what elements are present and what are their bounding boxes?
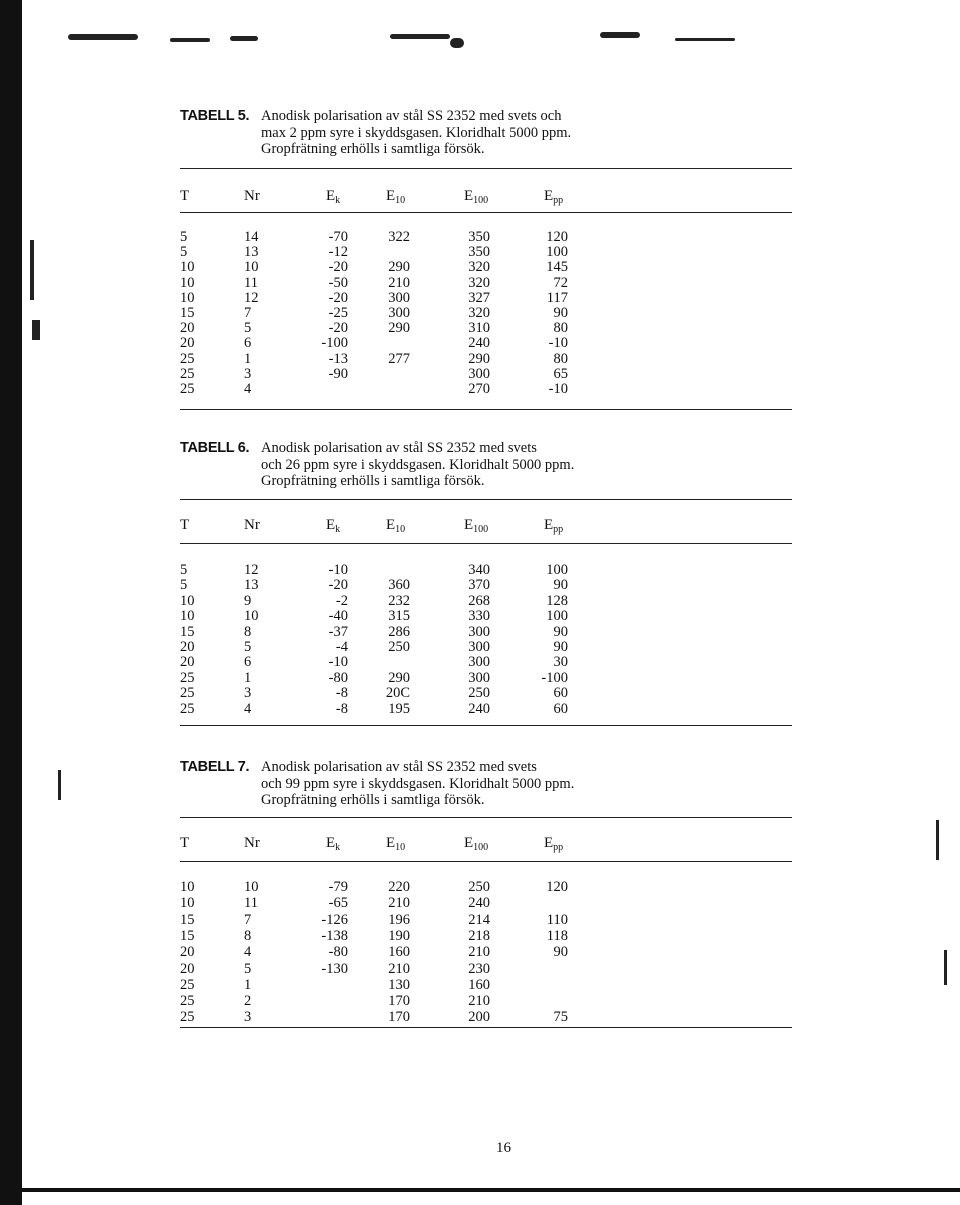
cell-e10: 170 (388, 1009, 410, 1026)
cell-t: 5 (180, 562, 188, 578)
cell-nr: 5 (244, 639, 252, 655)
cell-nr: 14 (244, 229, 259, 245)
cell-t: 25 (180, 993, 195, 1010)
cell-epp: -10 (548, 335, 568, 352)
cell-e100: 300 (468, 639, 490, 655)
cell-e100: 300 (468, 654, 490, 671)
cell-t: 25 (180, 350, 195, 367)
scan-margin-mark (32, 320, 40, 340)
cell-e100: 200 (468, 1009, 490, 1026)
cell-e10: 300 (388, 289, 410, 306)
cell-e100: 270 (468, 381, 490, 397)
cell-e10: 250 (388, 639, 410, 655)
col-header-e10: $E_{10}$ (386, 517, 406, 535)
cell-t: 20 (180, 335, 195, 352)
cell-ek: -10 (328, 562, 348, 578)
cell-e100: 250 (468, 879, 490, 895)
cell-t: 25 (180, 700, 195, 717)
cell-ek: -50 (328, 274, 348, 291)
cell-e100: 300 (468, 365, 490, 382)
cell-e100: 290 (468, 350, 490, 367)
cell-e100: 214 (468, 911, 490, 928)
cell-e100: 240 (468, 335, 490, 352)
table-5-header-rule (180, 212, 792, 213)
cell-e10: 210 (388, 274, 410, 291)
cell-nr: 5 (244, 960, 252, 977)
table-5-bottom-rule (180, 409, 792, 410)
scan-margin-mark (30, 240, 34, 300)
scan-margin-mark (944, 950, 947, 985)
cell-ek: -90 (328, 365, 348, 382)
cell-e10: 290 (388, 669, 410, 686)
cell-e100: 320 (468, 274, 490, 291)
cell-e100: 350 (468, 229, 490, 245)
cell-e100: 320 (468, 259, 490, 276)
table-7-header-rule (180, 861, 792, 862)
col-header-epp: $E_{pp}$ (544, 835, 564, 853)
cell-e100: 268 (468, 592, 490, 609)
cell-epp: -100 (541, 669, 568, 686)
table-5-top-rule (180, 168, 792, 169)
cell-e100: 240 (468, 895, 490, 912)
cell-nr: 4 (244, 381, 252, 397)
cell-nr: 11 (244, 274, 258, 291)
cell-nr: 13 (244, 244, 259, 261)
col-header-e100: $E_{100}$ (464, 835, 489, 853)
cell-e10: 190 (388, 927, 410, 944)
col-header-ek: $E_k$ (326, 188, 341, 206)
table-6-caption-line: Anodisk polarisation av stål SS 2352 med svets (261, 440, 537, 456)
col-header-t: T (180, 835, 190, 851)
cell-e10: 130 (388, 976, 410, 993)
cell-nr: 10 (244, 259, 259, 276)
cell-e10: 286 (388, 623, 410, 640)
cell-ek: -80 (328, 944, 348, 961)
col-header-e10: $E_{10}$ (386, 835, 406, 853)
cell-t: 25 (180, 365, 195, 382)
cell-ek: -20 (328, 577, 348, 594)
cell-nr: 1 (244, 350, 252, 367)
cell-e10: 300 (388, 305, 410, 321)
cell-t: 25 (180, 685, 195, 702)
cell-e10: 170 (388, 993, 410, 1010)
table-7-bottom-rule (180, 1027, 792, 1028)
cell-epp: 80 (553, 320, 568, 337)
cell-t: 10 (180, 274, 195, 291)
cell-e10: 232 (388, 592, 410, 609)
cell-e100: 330 (468, 608, 490, 625)
table-6-caption (180, 440, 575, 489)
cell-epp: 145 (546, 259, 568, 276)
cell-e10: 290 (388, 259, 410, 276)
cell-ek: -65 (328, 895, 348, 912)
scan-top-noise (60, 28, 940, 52)
cell-epp: 80 (553, 350, 568, 367)
cell-epp: 65 (553, 365, 568, 382)
col-header-e100: $E_{100}$ (464, 517, 489, 535)
cell-t: 15 (180, 911, 195, 928)
cell-t: 15 (180, 305, 195, 321)
cell-nr: 12 (244, 562, 259, 578)
col-header-ek: $E_k$ (326, 835, 341, 853)
cell-epp: 72 (553, 274, 568, 291)
table-5-caption-line: max 2 ppm syre i skyddsgasen. Kloridhalt 5000 ppm. (261, 124, 572, 141)
col-header-nr: Nr (244, 517, 260, 533)
table-7-label: TABELL 7. (180, 759, 250, 775)
cell-epp: 100 (546, 562, 568, 578)
cell-nr: 9 (244, 592, 252, 609)
table-7-top-rule (180, 817, 792, 818)
table-7-caption-line: och 99 ppm syre i skyddsgasen. Kloridhalt 5000 ppm. (261, 775, 575, 792)
cell-t: 25 (180, 1009, 195, 1026)
table-5-caption-line: Gropfrätning erhölls i samtliga försök. (261, 141, 485, 157)
cell-t: 10 (180, 879, 195, 895)
cell-epp: 75 (553, 1009, 568, 1026)
cell-nr: 1 (244, 976, 252, 993)
cell-ek: -130 (321, 960, 348, 977)
col-header-nr: Nr (244, 835, 260, 851)
cell-nr: 3 (244, 685, 252, 702)
table-6-top-rule (180, 499, 792, 500)
cell-e10: 360 (388, 577, 410, 594)
col-header-ek: $E_k$ (326, 517, 341, 535)
cell-ek: -100 (321, 335, 348, 352)
cell-epp: 60 (553, 700, 568, 717)
cell-e100: 350 (468, 244, 490, 261)
col-header-t: T (180, 188, 190, 204)
cell-e100: 370 (468, 577, 490, 594)
cell-nr: 10 (244, 608, 259, 625)
cell-ek: -37 (328, 623, 348, 640)
cell-t: 5 (180, 229, 188, 245)
table-6-header-rule (180, 543, 792, 544)
cell-ek: -20 (328, 289, 348, 306)
cell-epp: 118 (546, 927, 568, 944)
cell-nr: 10 (244, 879, 259, 895)
cell-nr: 5 (244, 320, 252, 337)
cell-e10: 20C (385, 685, 410, 702)
cell-epp: 100 (546, 244, 568, 261)
cell-ek: -20 (328, 320, 348, 337)
cell-nr: 8 (244, 623, 252, 640)
cell-nr: 6 (244, 654, 252, 671)
cell-epp: 90 (553, 944, 568, 961)
table-7-caption-line: Anodisk polarisation av stål SS 2352 med svets (261, 759, 537, 775)
cell-nr: 4 (244, 944, 252, 961)
cell-t: 25 (180, 669, 195, 686)
cell-ek: -70 (328, 229, 348, 245)
cell-e100: 300 (468, 623, 490, 640)
cell-t: 10 (180, 592, 195, 609)
cell-ek: -13 (328, 350, 348, 367)
cell-nr: 8 (244, 927, 252, 944)
col-header-t: T (180, 517, 190, 533)
cell-e10: 315 (388, 608, 410, 625)
cell-ek: -25 (328, 305, 348, 321)
cell-ek: -80 (328, 669, 348, 686)
page-number: 16 (496, 1140, 511, 1156)
table-6-label: TABELL 6. (180, 440, 250, 456)
cell-ek: -40 (328, 608, 348, 625)
cell-epp: 90 (553, 623, 568, 640)
cell-epp: 117 (546, 289, 568, 306)
cell-ek: -126 (321, 911, 348, 928)
cell-e10: 220 (388, 879, 410, 895)
cell-e100: 300 (468, 669, 490, 686)
table-6-caption-line: Gropfrätning erhölls i samtliga försök. (261, 473, 485, 489)
cell-ek: -4 (335, 639, 348, 655)
col-header-epp: $E_{pp}$ (544, 188, 564, 206)
cell-epp: 120 (546, 879, 568, 895)
cell-nr: 7 (244, 911, 252, 928)
col-header-e10: $E_{10}$ (386, 188, 406, 206)
cell-e10: 322 (388, 229, 410, 245)
cell-ek: -20 (328, 259, 348, 276)
cell-t: 25 (180, 381, 195, 397)
cell-ek: -138 (321, 927, 348, 944)
cell-ek: -8 (335, 685, 348, 702)
cell-e100: 240 (468, 700, 490, 717)
cell-nr: 4 (244, 700, 252, 717)
cell-t: 10 (180, 289, 195, 306)
scan-margin-mark (936, 820, 939, 860)
cell-t: 15 (180, 623, 195, 640)
cell-ek: -12 (328, 244, 348, 261)
table-6-caption-line: och 26 ppm syre i skyddsgasen. Kloridhalt 5000 ppm. (261, 456, 575, 473)
cell-t: 20 (180, 320, 195, 337)
table-7-caption (180, 759, 575, 808)
cell-e100: 218 (468, 927, 490, 944)
table-7-caption-line: Gropfrätning erhölls i samtliga försök. (261, 792, 485, 808)
cell-t: 20 (180, 944, 195, 961)
cell-ek: -79 (328, 879, 348, 895)
scan-left-border (0, 0, 22, 1205)
table-6-bottom-rule (180, 725, 792, 726)
cell-e10: 290 (388, 320, 410, 337)
cell-nr: 3 (244, 1009, 252, 1026)
cell-e10: 195 (388, 700, 410, 717)
cell-ek: -8 (335, 700, 348, 717)
cell-t: 25 (180, 976, 195, 993)
table-5-label: TABELL 5. (180, 108, 250, 124)
cell-epp: 90 (553, 305, 568, 321)
cell-epp: 60 (553, 685, 568, 702)
cell-epp: 128 (546, 592, 568, 609)
cell-epp: 30 (553, 654, 568, 671)
col-header-nr: Nr (244, 188, 260, 204)
cell-ek: -2 (335, 592, 348, 609)
cell-e10: 210 (388, 895, 410, 912)
cell-t: 10 (180, 608, 195, 625)
cell-t: 10 (180, 259, 195, 276)
cell-e100: 210 (468, 944, 490, 961)
cell-e10: 160 (388, 944, 410, 961)
cell-t: 20 (180, 654, 195, 671)
cell-epp: -10 (548, 381, 568, 397)
cell-epp: 100 (546, 608, 568, 625)
cell-t: 5 (180, 577, 188, 594)
cell-t: 10 (180, 895, 195, 912)
cell-e100: 230 (468, 960, 490, 977)
cell-epp: 120 (546, 229, 568, 245)
cell-nr: 6 (244, 335, 252, 352)
cell-nr: 2 (244, 993, 252, 1010)
cell-e100: 250 (468, 685, 490, 702)
cell-e100: 160 (468, 976, 490, 993)
cell-t: 15 (180, 927, 195, 944)
cell-epp: 90 (553, 577, 568, 594)
cell-t: 20 (180, 639, 195, 655)
cell-e100: 340 (468, 562, 490, 578)
col-header-epp: $E_{pp}$ (544, 517, 564, 535)
cell-e100: 320 (468, 305, 490, 321)
cell-e100: 327 (468, 289, 490, 306)
cell-nr: 11 (244, 895, 258, 912)
col-header-e100: $E_{100}$ (464, 188, 489, 206)
cell-ek: -10 (328, 654, 348, 671)
cell-e100: 210 (468, 993, 490, 1010)
cell-t: 5 (180, 244, 188, 261)
cell-t: 20 (180, 960, 195, 977)
cell-e10: 277 (388, 350, 410, 367)
cell-e10: 210 (388, 960, 410, 977)
cell-nr: 3 (244, 365, 252, 382)
cell-nr: 7 (244, 305, 252, 321)
cell-nr: 12 (244, 289, 259, 306)
cell-nr: 1 (244, 669, 252, 686)
scan-bottom-border (22, 1188, 960, 1192)
cell-e100: 310 (468, 320, 490, 337)
cell-nr: 13 (244, 577, 259, 594)
scan-margin-mark (58, 770, 61, 800)
cell-epp: 110 (546, 911, 568, 928)
table-5-caption-line: Anodisk polarisation av stål SS 2352 med svets och (261, 108, 562, 124)
table-5-caption (180, 108, 572, 157)
cell-epp: 90 (553, 639, 568, 655)
cell-e10: 196 (388, 911, 410, 928)
